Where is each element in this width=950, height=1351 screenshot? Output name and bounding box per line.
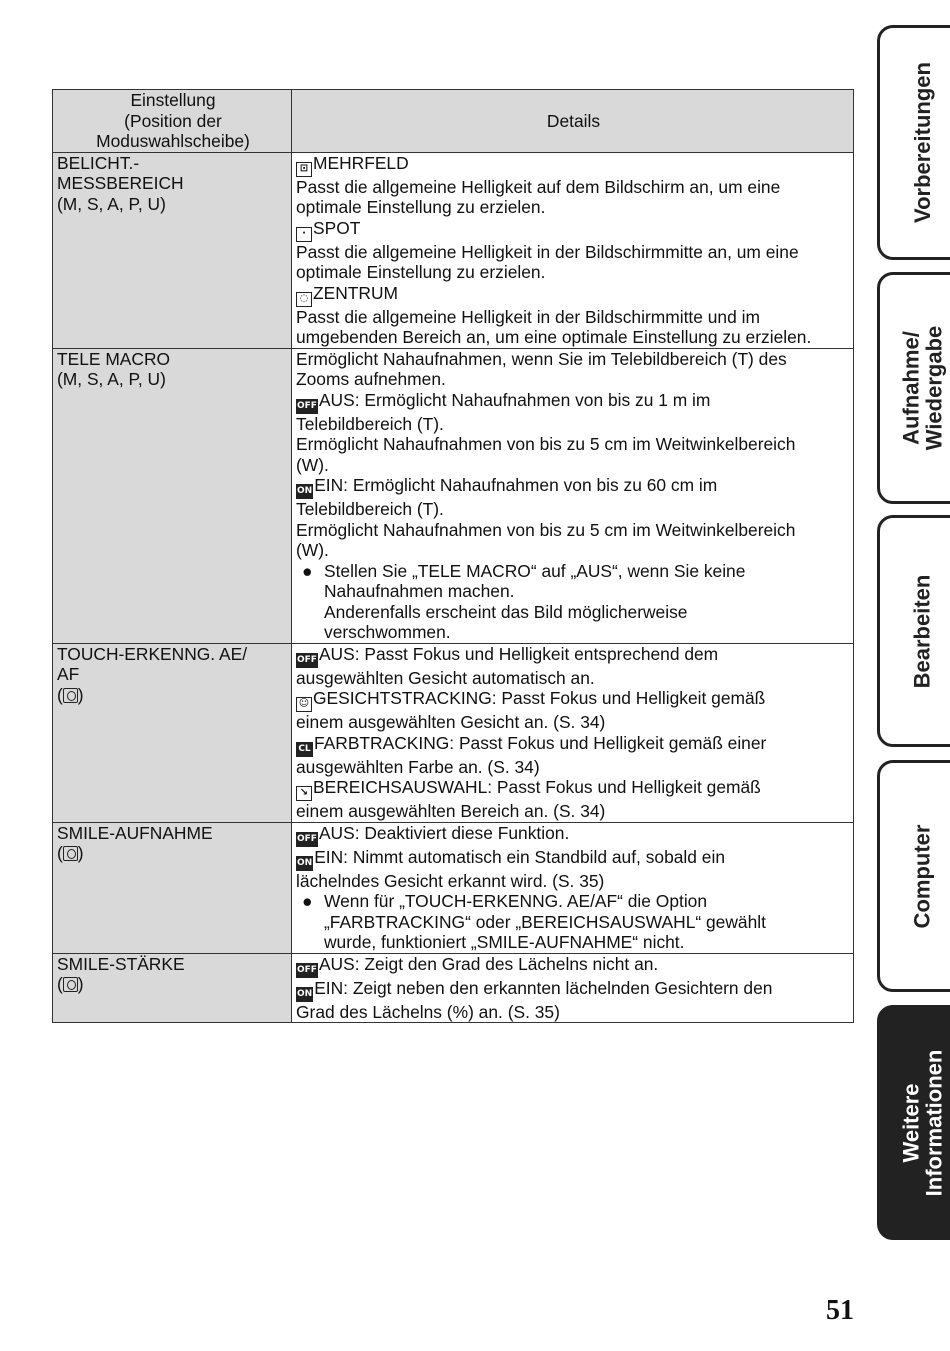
option-item bbox=[296, 644, 851, 689]
option-item bbox=[296, 475, 851, 561]
header-setting bbox=[53, 90, 292, 153]
option-item bbox=[296, 688, 851, 733]
face-mode-icon bbox=[63, 977, 78, 992]
side-tab-label-wrap bbox=[880, 1008, 950, 1237]
setting-name-cell bbox=[53, 348, 292, 643]
multi-metering-icon: ⊡ bbox=[296, 162, 312, 177]
color-tracking-icon: CL bbox=[296, 742, 313, 757]
bullet-dot: ● bbox=[302, 891, 313, 911]
setting-name-cell bbox=[53, 953, 292, 1023]
setting-details-cell bbox=[292, 953, 854, 1023]
side-tab-label: Vorbereitungen bbox=[909, 62, 935, 223]
table-header-row bbox=[53, 90, 854, 153]
side-tab-label: Weitere Informationen bbox=[898, 1049, 947, 1196]
option-item bbox=[296, 283, 851, 307]
option-label: GESICHTSTRACKING: Passt Fokus und Helligkeit gemäß einem ausgewählten Gesicht an. (S. 34) bbox=[296, 688, 766, 732]
face-mode-icon bbox=[63, 846, 78, 861]
side-tab-weitere-informationen[interactable] bbox=[877, 1005, 950, 1240]
option-item bbox=[296, 954, 851, 978]
off-icon: OFF bbox=[296, 653, 318, 668]
option-label: AUS: Deaktiviert diese Funktion. bbox=[318, 822, 570, 843]
center-metering-icon: ◌ bbox=[296, 292, 312, 307]
side-tab-label-wrap bbox=[880, 518, 950, 744]
setting-name: SMILE-AUFNAHME ( bbox=[57, 822, 213, 863]
off-icon: OFF bbox=[296, 399, 318, 414]
option-label: BEREICHSAUSWAHL: Passt Fokus und Helligkeit gemäß einem ausgewählten Bereich an. (S. 34) bbox=[296, 777, 761, 821]
detail-text: Ermöglicht Nahaufnahmen, wenn Sie im Telebildbereich (T) des Zooms aufnehmen. bbox=[296, 348, 787, 389]
settings-table bbox=[52, 89, 854, 1023]
option-label: ZENTRUM bbox=[313, 282, 399, 303]
option-item bbox=[296, 847, 851, 892]
table-row bbox=[53, 953, 854, 1023]
option-item bbox=[296, 153, 851, 177]
option-label: MEHRFELD bbox=[313, 152, 409, 173]
spot-metering-icon: · bbox=[296, 227, 312, 242]
area-select-icon: ↘ bbox=[296, 786, 312, 801]
option-item bbox=[296, 390, 851, 476]
detail-text: Passt die allgemeine Helligkeit in der Bildschirmmitte an, um eine optimale Einstellung zu erzielen. bbox=[296, 241, 799, 282]
option-item bbox=[296, 218, 851, 242]
option-item bbox=[296, 978, 851, 1023]
table-body bbox=[53, 152, 854, 1023]
setting-details-cell bbox=[292, 348, 854, 643]
option-label: EIN: Nimmt automatisch ein Standbild auf, sobald ein lächelndes Gesicht erkannt wird. (S. 35) bbox=[296, 846, 726, 891]
setting-details-cell bbox=[292, 152, 854, 348]
side-tab-label: Aufnahme/ Wiedergabe bbox=[898, 325, 947, 451]
table-row bbox=[53, 822, 854, 953]
setting-name-cell bbox=[53, 822, 292, 953]
off-icon: OFF bbox=[296, 963, 318, 978]
side-tab-aufnahme-wiedergabe[interactable] bbox=[877, 272, 950, 504]
setting-name: SMILE-STÄRKE ( bbox=[57, 953, 185, 994]
option-label: SPOT bbox=[313, 217, 361, 238]
page-number: 51 bbox=[826, 1295, 854, 1326]
bullet-note bbox=[296, 561, 851, 643]
table-row bbox=[53, 152, 854, 348]
table-row bbox=[53, 348, 854, 643]
bullet-dot: ● bbox=[302, 560, 313, 581]
side-tab-bearbeiten[interactable] bbox=[877, 515, 950, 747]
side-tab-label-wrap bbox=[880, 275, 950, 501]
setting-details-cell bbox=[292, 822, 854, 953]
setting-name-cell bbox=[53, 152, 292, 348]
side-tab-vorbereitungen[interactable] bbox=[877, 25, 950, 260]
option-item bbox=[296, 777, 851, 822]
off-icon: OFF bbox=[296, 832, 318, 847]
setting-name: BELICHT.- MESSBEREICH (M, S, A, P, U) bbox=[57, 152, 184, 214]
setting-name-cell bbox=[53, 643, 292, 822]
bullet-note bbox=[296, 891, 851, 953]
side-tab-label: Computer bbox=[909, 824, 935, 928]
setting-name: TELE MACRO (M, S, A, P, U) bbox=[57, 348, 171, 389]
option-label: AUS: Passt Fokus und Helligkeit entsprechend dem ausgewählten Gesicht automatisch an. bbox=[296, 643, 719, 688]
face-tracking-icon: ☺ bbox=[296, 697, 312, 712]
bullet-text: Stellen Sie „TELE MACRO“ auf „AUS“, wenn Sie keine Nahaufnahmen machen. Anderenfalls erscheint das Bild möglicherweise verschwommen. bbox=[324, 560, 746, 642]
setting-name-close: ) bbox=[77, 843, 84, 863]
header-details-label: Details bbox=[546, 110, 601, 131]
side-tab-computer[interactable] bbox=[877, 760, 950, 992]
setting-name: TOUCH-ERKENNG. AE/ AF ( bbox=[57, 643, 248, 705]
option-label: AUS: Ermöglicht Nahaufnahmen von bis zu 1 m im Telebildbereich (T). Ermöglicht Nahaufnahmen von bis zu 5 cm im Weitwinkelbereich (W). bbox=[296, 389, 796, 475]
on-icon: ON bbox=[296, 856, 313, 871]
detail-text: Passt die allgemeine Helligkeit in der Bildschirmmitte und im umgebenden Bereich an, um eine optimale Einstellung zu erzielen. bbox=[296, 306, 812, 347]
side-tab-label-wrap bbox=[880, 28, 950, 257]
option-label: AUS: Zeigt den Grad des Lächelns nicht an. bbox=[318, 953, 659, 974]
bullet-text: Wenn für „TOUCH-ERKENNG. AE/AF“ die Option „FARBTRACKING“ oder „BEREICHSAUSWAHL“ gewählt wurde, funktioniert „SMILE-AUFNAHME“ nicht. bbox=[324, 891, 766, 952]
option-label: FARBTRACKING: Passt Fokus und Helligkeit gemäß einer ausgewählten Farbe an. (S. 34) bbox=[296, 732, 767, 777]
on-icon: ON bbox=[296, 484, 313, 499]
face-mode-icon bbox=[63, 688, 78, 703]
option-label: EIN: Ermöglicht Nahaufnahmen von bis zu 60 cm im Telebildbereich (T). Ermöglicht Nahaufnahmen von bis zu 5 cm im Weitwinkelbereich (W). bbox=[296, 475, 796, 560]
table-row bbox=[53, 643, 854, 822]
setting-details-cell bbox=[292, 643, 854, 822]
option-item bbox=[296, 823, 851, 847]
setting-name-close: ) bbox=[77, 974, 84, 994]
on-icon: ON bbox=[296, 987, 313, 1002]
option-label: EIN: Zeigt neben den erkannten lächelnden Gesichtern den Grad des Lächelns (%) an. (S. 35) bbox=[296, 977, 773, 1022]
setting-name-close: ) bbox=[77, 684, 84, 705]
side-tab-label-wrap bbox=[880, 763, 950, 989]
header-details bbox=[292, 90, 854, 153]
header-setting-label: Einstellung (Position der Moduswahlscheibe) bbox=[96, 90, 250, 151]
detail-text: Passt die allgemeine Helligkeit auf dem Bildschirm an, um eine optimale Einstellung zu erzielen. bbox=[296, 176, 781, 217]
option-item bbox=[296, 733, 851, 778]
side-tab-label: Bearbeiten bbox=[909, 574, 935, 688]
